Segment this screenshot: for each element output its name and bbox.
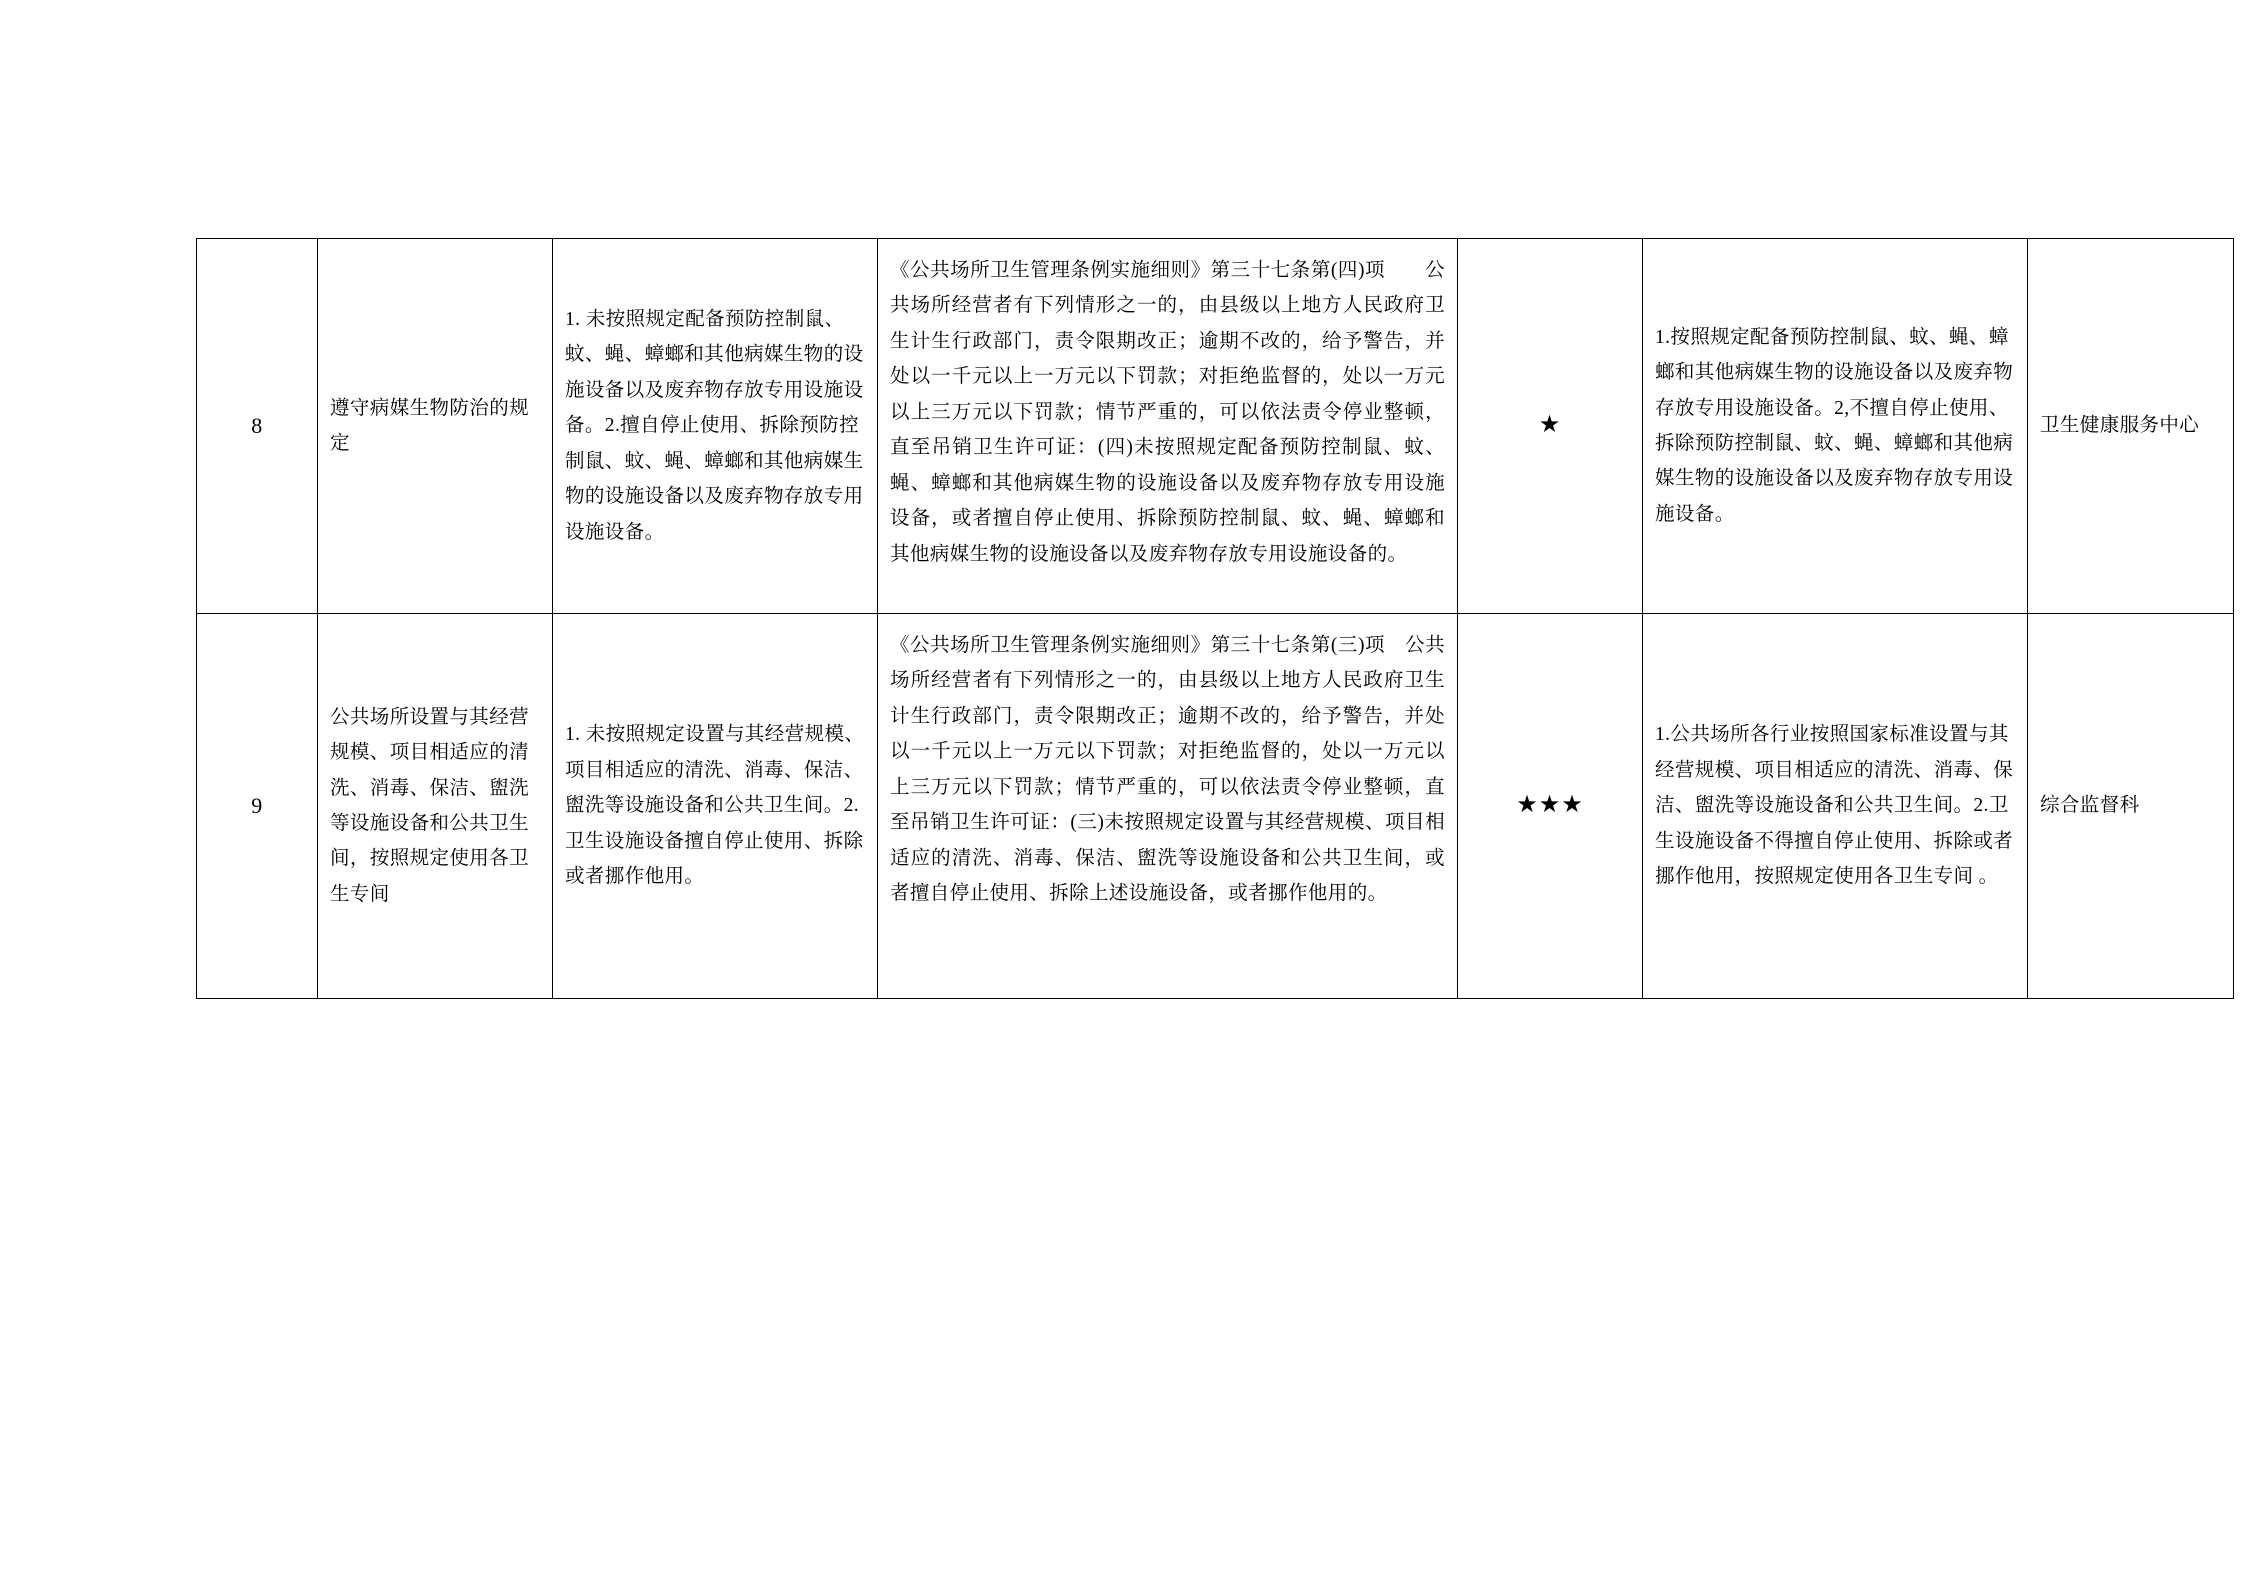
row-basis-cell [878,239,1458,614]
row-basis-text: 《公共场所卫生管理条例实施细则》第三十七条第(四)项 公共场所经营者有下列情形之一的，由县级以上地方人民政府卫生计生行政部门，责令限期改正；逾期不改的，给予警告，并处以一千元以上一万元以下罚款；对拒绝监督的，处以一万元以上三万元以下罚款；情节严重的，可以依法责令停业整顿，直至吊销卫生许可证：(四)未按照规定配备预防控制鼠、蚊、蝇、蟑螂和其他病媒生物的设施设备以及废弃物存放专用设施设备，或者擅自停止使用、拆除预防控制鼠、蚊、蝇、蟑螂和其他病媒生物的设施设备以及废弃物存放专用设施设备的。 [890,260,1445,565]
row-index-cell [197,614,318,999]
row-index-text: 8 [251,412,263,438]
row-requirement-text: 1.按照规定配备预防控制鼠、蚊、蝇、蟑螂和其他病媒生物的设施设备以及废弃物存放专用设施设备。2,不擅自停止使用、拆除预防控制鼠、蚊、蝇、蟑螂和其他病媒生物的设施设备以及废弃物存放专用设施设备。 [1655,326,2014,525]
row-risk-stars-text: ★ [1538,412,1562,439]
row-title-cell [318,239,553,614]
row-department-cell [2028,239,2234,614]
row-department-text: 卫生健康服务中心 [2040,415,2200,437]
row-requirement-cell [1643,614,2028,999]
row-requirement-text: 1.公共场所各行业按照国家标准设置与其经营规模、项目相适应的清洗、消毒、保洁、盥洗等设施设备和公共卫生间。2.卫生设施设备不得擅自停止使用、拆除或者挪作他用，按照规定使用各卫生专间 。 [1655,724,2014,888]
row-risk-stars-cell [1458,614,1643,999]
row-behavior-text: 1. 未按照规定设置与其经营规模、项目相适应的清洗、消毒、保洁、盥洗等设施设备和公共卫生间。2.卫生设施设备擅自停止使用、拆除或者挪作他用。 [565,724,865,888]
row-behavior-cell [553,614,878,999]
row-title-cell [318,614,553,999]
row-requirement-cell [1643,239,2028,614]
row-basis-cell [878,614,1458,999]
row-risk-stars-cell [1458,239,1643,614]
row-index-text: 9 [251,792,263,818]
row-behavior-text: 1. 未按照规定配备预防控制鼠、蚊、蝇、蟑螂和其他病媒生物的设施设备以及废弃物存放专用设施设备。2.擅自停止使用、拆除预防控制鼠、蚊、蝇、蟑螂和其他病媒生物的设施设备以及废弃物存放专用设施设备。 [565,308,864,543]
row-index-cell [197,239,318,614]
table-body [197,239,2234,999]
table-row [197,614,2234,999]
row-title-text: 公共场所设置与其经营规模、项目相适应的清洗、消毒、保洁、盥洗等设施设备和公共卫生间，按照规定使用各卫生专间 [330,706,530,905]
row-department-cell [2028,614,2234,999]
row-department-text: 综合监督科 [2040,795,2140,817]
row-risk-stars-text: ★★★ [1516,792,1584,819]
row-title-text: 遵守病媒生物防治的规定 [330,397,530,454]
row-behavior-cell [553,239,878,614]
inspection-items-table [196,238,2234,999]
table-row [197,239,2234,614]
row-basis-text: 《公共场所卫生管理条例实施细则》第三十七条第(三)项 公共场所经营者有下列情形之一的，由县级以上地方人民政府卫生计生行政部门，责令限期改正；逾期不改的，给予警告，并处以一千元以上一万元以下罚款；对拒绝监督的，处以一万元以上三万元以下罚款；情节严重的，可以依法责令停业整顿，直至吊销卫生许可证：(三)未按照规定设置与其经营规模、项目相适应的清洗、消毒、保洁、盥洗等设施设备和公共卫生间，或者擅自停止使用、拆除上述设施设备，或者挪作他用的。 [890,635,1445,905]
